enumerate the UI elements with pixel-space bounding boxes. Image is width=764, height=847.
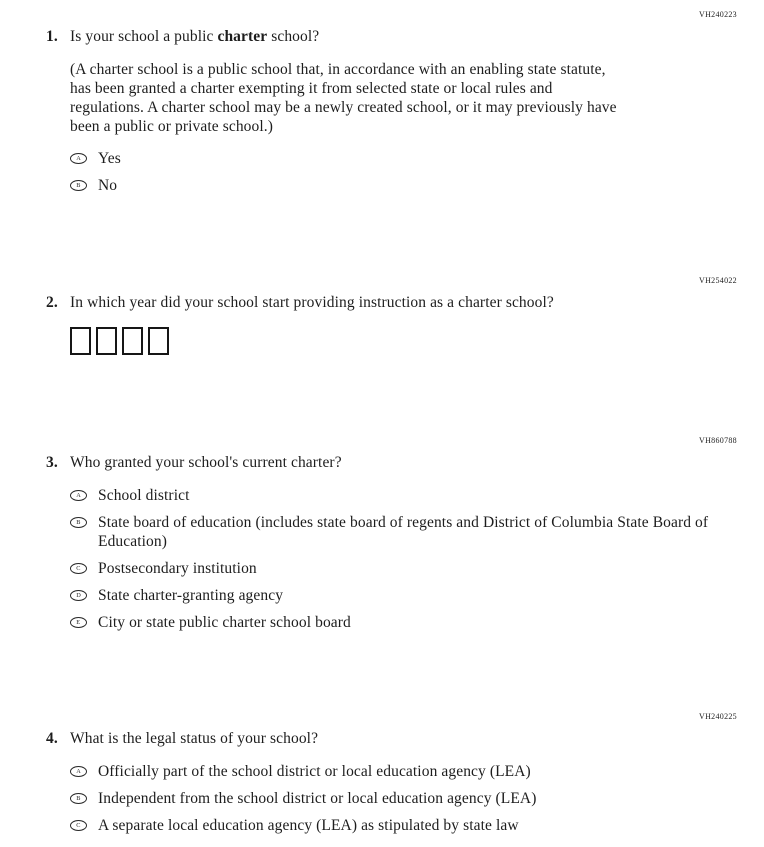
answer-option-label: A separate local education agency (LEA) as stipulated by state law: [98, 817, 519, 834]
year-digit-box-1[interactable]: [70, 327, 91, 355]
question-number: 3.: [46, 454, 58, 471]
year-digit-box-4[interactable]: [148, 327, 169, 355]
answer-option-label: Independent from the school district or local education agency (LEA): [98, 790, 537, 807]
bubble-letter: C: [76, 564, 81, 572]
bubble-letter: C: [76, 821, 81, 829]
answer-bubble-icon[interactable]: [70, 766, 87, 777]
question-code: VH254022: [699, 276, 737, 285]
question-text: In which year did your school start providing instruction as a charter school?: [70, 294, 554, 311]
year-digit-box-2[interactable]: [96, 327, 117, 355]
answer-option[interactable]: [68, 789, 764, 808]
answer-bubble-icon[interactable]: [70, 793, 87, 804]
answer-option[interactable]: [68, 586, 764, 605]
answer-option-label: State charter-granting agency: [98, 587, 284, 604]
question-number: 2.: [46, 294, 58, 311]
answer-option[interactable]: [68, 613, 764, 632]
year-entry-boxes: [70, 327, 764, 355]
question-3-text: [46, 453, 764, 473]
question-1-options: [68, 149, 764, 195]
question-text-bold: charter: [217, 28, 268, 45]
bubble-letter: A: [76, 491, 81, 499]
answer-option[interactable]: [68, 762, 764, 781]
question-2-text: [46, 293, 764, 313]
question-code: VH240225: [699, 712, 737, 721]
bubble-letter: A: [76, 154, 81, 162]
answer-option[interactable]: [68, 816, 764, 835]
answer-bubble-icon[interactable]: [70, 617, 87, 628]
bubble-letter: B: [76, 181, 81, 189]
answer-option-label: No: [98, 177, 118, 194]
question-1-text: [46, 27, 764, 47]
year-digit-box-3[interactable]: [122, 327, 143, 355]
answer-bubble-icon[interactable]: [70, 180, 87, 191]
bubble-letter: E: [76, 618, 81, 626]
answer-option-no[interactable]: [68, 176, 764, 195]
question-text: What is the legal status of your school?: [70, 730, 319, 747]
bubble-letter: A: [76, 767, 81, 775]
question-text-part: Is your school a public: [70, 28, 218, 45]
answer-option-label: Postsecondary institution: [98, 560, 257, 577]
question-4-text: [46, 729, 764, 749]
question-4-options: [68, 762, 764, 835]
question-3-options: [68, 486, 764, 632]
answer-option-label: School district: [98, 487, 190, 504]
answer-bubble-icon[interactable]: [70, 590, 87, 601]
answer-option-label: Officially part of the school district or local education agency (LEA): [98, 763, 531, 780]
answer-option-label: State board of education (includes state board of regents and District of Columbia State Board of Education): [98, 514, 709, 550]
question-code: VH860788: [699, 436, 737, 445]
question-number: 4.: [46, 730, 58, 747]
answer-option-label: City or state public charter school board: [98, 614, 351, 631]
question-number: 1.: [46, 28, 58, 45]
answer-bubble-icon[interactable]: [70, 153, 87, 164]
question-3: [0, 436, 764, 640]
question-2: [0, 276, 764, 355]
question-1-definition-note: (A charter school is a public school that, in accordance with an enabling state statute, has been granted a charter exempting it from selected state or local rules and regulations. A charter school may be a newly created school, or it may previously have been a public or private school.): [70, 61, 617, 135]
bubble-letter: D: [76, 591, 81, 599]
answer-option-label: Yes: [98, 150, 121, 167]
question-4: [0, 712, 764, 843]
answer-bubble-icon[interactable]: [70, 490, 87, 501]
bubble-letter: B: [76, 794, 81, 802]
bubble-letter: B: [76, 518, 81, 526]
question-text: Who granted your school's current charter?: [70, 454, 342, 471]
question-code: VH240223: [699, 10, 737, 19]
question-1: [0, 10, 764, 203]
answer-bubble-icon[interactable]: [70, 517, 87, 528]
question-text-part: school?: [267, 28, 320, 45]
answer-option[interactable]: [68, 559, 764, 578]
answer-bubble-icon[interactable]: [70, 820, 87, 831]
answer-option[interactable]: [68, 486, 764, 505]
answer-option-yes[interactable]: [68, 149, 764, 168]
answer-option[interactable]: [68, 513, 764, 551]
answer-bubble-icon[interactable]: [70, 563, 87, 574]
